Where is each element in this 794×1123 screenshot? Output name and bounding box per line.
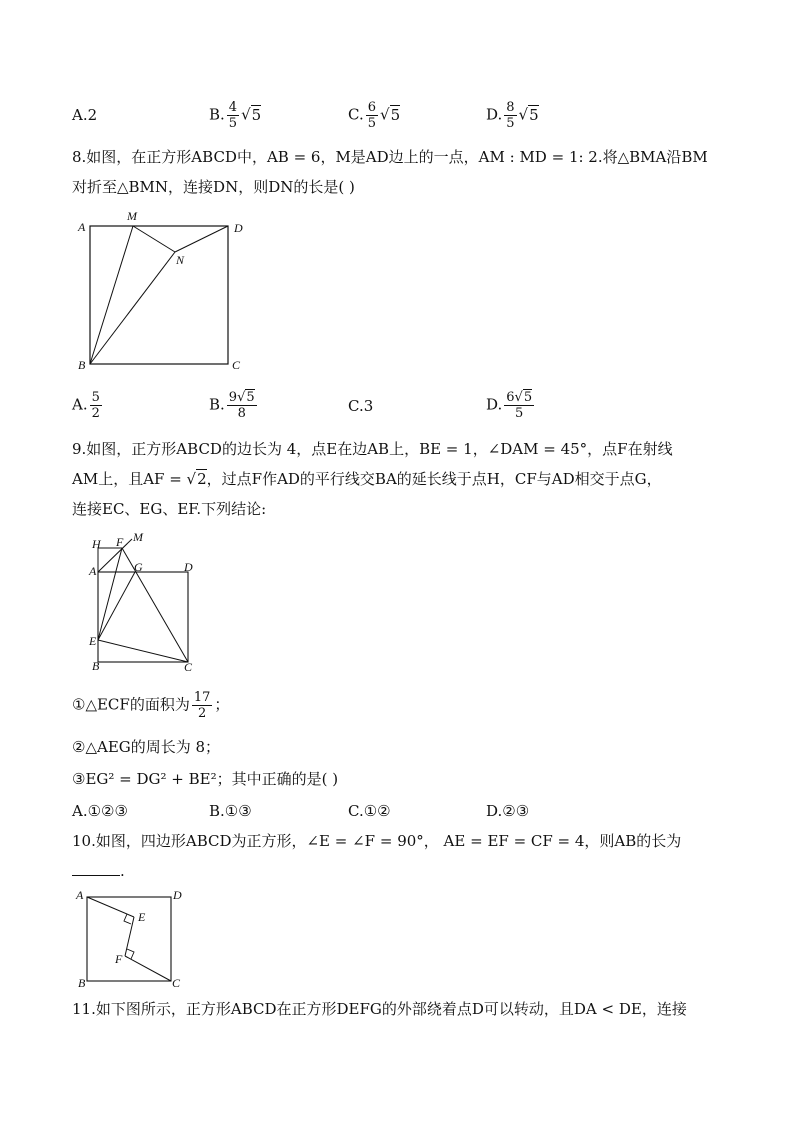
q8-figure: [72, 206, 262, 376]
q8-label-b: B: [78, 358, 86, 372]
q9-segment-eg: [98, 572, 135, 640]
q9-label-c: C: [184, 660, 193, 674]
q9-square: [98, 572, 188, 662]
q8-segment-mn: [133, 226, 175, 252]
q9-label-e: E: [89, 634, 97, 648]
q8-segment-bn: [90, 252, 175, 364]
q8-label-a: A: [78, 220, 86, 234]
q9-segment-fc: [122, 548, 188, 662]
q9-conclusion-1: ①△ECF的面积为 $\frac{17}{2}$ ；: [72, 690, 230, 721]
q10-label-f: F: [115, 952, 123, 966]
q10-segment-fc: [125, 956, 171, 981]
q9-option-c: C.①②: [348, 802, 391, 820]
q9-conclusion-3: ③EG² = DG² + BE²；其中正确的是( ): [72, 770, 339, 788]
q10-label-d: D: [173, 888, 182, 902]
q8-stem-line2: 对折至△BMN，连接DN，则DN的长是( ): [72, 178, 355, 196]
q8-option-c: C.3: [348, 397, 374, 415]
q9-label-d: D: [184, 560, 193, 574]
q8-segment-nd: [175, 226, 228, 252]
q9-stem-line1: 9.如图，正方形ABCD的边长为 4，点E在边AB上，BE = 1，∠DAM = 45°，点F在射线: [72, 440, 673, 458]
q9-segment-ec: [98, 640, 188, 662]
q8-square: [90, 226, 228, 364]
q10-label-e: E: [138, 910, 146, 924]
q9-option-b: B.①③: [209, 802, 252, 820]
q10-label-c: C: [172, 976, 181, 990]
q8-label-m: M: [127, 209, 137, 223]
q9-segment-ef: [98, 548, 122, 640]
q9-label-b: B: [92, 659, 100, 673]
q8-label-n: N: [176, 253, 185, 267]
q9-label-m: M: [133, 530, 143, 544]
q8-label-c: C: [232, 358, 241, 372]
q8-segment-bm: [90, 226, 133, 364]
q9-label-a: A: [89, 564, 97, 578]
q10-label-a: A: [76, 888, 84, 902]
q9-conclusion-2: ②△AEG的周长为 8；: [72, 738, 221, 756]
q10-stem-line1: 10.如图，四边形ABCD为正方形，∠E = ∠F = 90°， AE = EF = CF = 4，则AB的长为: [72, 832, 682, 850]
q7-option-d: D. $\frac{8}{5}$ √5: [486, 100, 539, 131]
q7-option-b: B. $\frac{4}{5}$ √5: [209, 100, 262, 131]
q10-answer-blank: .: [72, 860, 125, 882]
q7-option-a: A.2: [72, 106, 98, 124]
q9-option-d: D.②③: [486, 802, 530, 820]
q11-stem-line1: 11.如下图所示，正方形ABCD在正方形DEFG的外部绕着点D可以转动，且DA < DE，连接: [72, 1000, 687, 1018]
q9-stem-line3: 连接EC、EG、EF.下列结论:: [72, 500, 267, 518]
q8-label-d: D: [234, 221, 243, 235]
q10-label-b: B: [78, 976, 86, 990]
q10-figure: [72, 886, 192, 992]
q8-stem-line1: 8.如图，在正方形ABCD中，AB = 6，M是AD边上的一点，AM : MD = 1: 2.将△BMA沿BM: [72, 148, 708, 166]
q9-label-f: F: [116, 535, 124, 549]
q8-option-b: B. $\frac{9√5}{8}$: [209, 390, 255, 421]
q9-figure: [86, 530, 206, 675]
q9-label-h: H: [92, 537, 101, 551]
answer-blank: [72, 875, 120, 876]
q9-label-g: G: [134, 560, 143, 574]
q9-option-a: A.①②③: [72, 802, 128, 820]
q9-stem-line2: AM上，且AF = √2，过点F作AD的平行线交BA的延长线于点H，CF与AD相交于点G，: [72, 470, 662, 488]
q7-option-c: C. $\frac{6}{5}$ √5: [348, 100, 401, 131]
q8-option-a: A. $\frac{5}{2}$: [72, 390, 100, 421]
q8-option-d: D. $\frac{6√5}{5}$: [486, 390, 533, 421]
